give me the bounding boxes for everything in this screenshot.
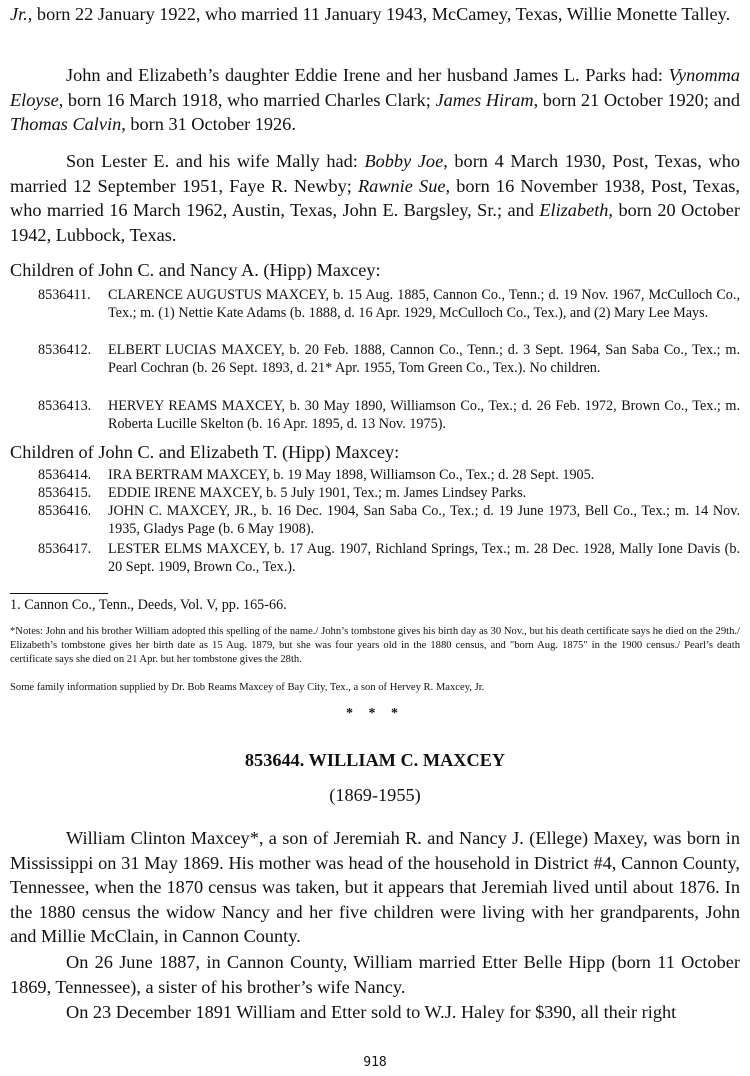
child-text: JOHN C. MAXCEY, JR., b. 16 Dec. 1904, San Saba Co., Tex.; d. 19 June 1973, Bell Co., Tex.; m. 14 Nov. 1935, Gladys Page (b. 6 May 1908). <box>108 503 740 537</box>
notes-paragraph: *Notes: John and his brother William adopted this spelling of the name./ John’s tombstone gives his birth day as 30 Nov., but his death certificate says he died on the 29th./ Elizabeth’s tombstone gives her birth date as 15 Aug. 1879, but she was four years old in the 1880 census, and "born Aug. 1875" in the 1900 census./ Pearl’s death certificate says she died on 21 Apr. but her tombstone gives the 28th. <box>10 626 740 666</box>
children-heading-elizabeth: Children of John C. and Elizabeth T. (Hipp) Maxcey: <box>10 442 400 462</box>
italic-name: Rawnie Sue <box>358 175 446 196</box>
paragraph-text: Son Lester E. and his wife Mally had: <box>66 151 365 171</box>
section-separator: * * * <box>346 706 404 721</box>
section-dates: (1869-1955) <box>329 785 421 805</box>
child-number: 8536411. <box>38 287 91 303</box>
paragraph-parks-children <box>10 63 740 137</box>
info-line: Some family information supplied by Dr. Bob Reams Maxcey of Bay City, Tex., a son of Hervey R. Maxcey, Jr. <box>10 682 485 693</box>
child-entry <box>38 466 740 484</box>
paragraph-william-sale: On 23 December 1891 William and Etter sold to W.J. Haley for $390, all their right <box>66 1002 677 1022</box>
page-number: 918 <box>363 1055 387 1070</box>
paragraph-text: , born 4 March 1930, Post, Texas, who married 12 September 1951, Faye R. Newby; <box>10 151 740 196</box>
paragraph-text: , born 31 October 1926. <box>121 114 296 135</box>
paragraph-text: , born 21 October 1920; and <box>533 89 740 110</box>
italic-name: James Hiram <box>435 89 534 110</box>
italic-name: Jr. <box>10 4 28 24</box>
child-number: 8536413. <box>38 398 92 414</box>
child-text: IRA BERTRAM MAXCEY, b. 19 May 1898, Williamson Co., Tex.; d. 28 Sept. 1905. <box>108 467 595 483</box>
child-number: 8536414. <box>38 467 92 483</box>
child-text: CLARENCE AUGUSTUS MAXCEY, b. 15 Aug. 1885, Cannon Co., Tenn.; d. 19 Nov. 1967, McCulloch Co., Tex.; m. (1) Nettie Kate Adams (b. 1888, d. 16 Apr. 1929, McCulloch Co., Tex.), and (2) Mary Lee Mays. <box>108 287 740 321</box>
paragraph-william-intro: William Clinton Maxcey*, a son of Jeremiah R. and Nancy J. (Ellege) Maxey, was born in Mississippi on 31 May 1869. His mother was head of the household in District #4, Cannon County, Tennessee, when the 1870 census was taken, but it appears that Jeremiah lived until about 1876. In the 1880 census the widow Nancy and her five children were living with her grandparents, John and Millie McClain, in Cannon County. <box>10 828 740 947</box>
italic-name: Vynomma Eloyse <box>10 65 740 110</box>
paragraph-text: John and Elizabeth’s daughter Eddie Irene and her husband James L. Parks had: <box>66 65 669 85</box>
child-text: EDDIE IRENE MAXCEY, b. 5 July 1901, Tex.; m. James Lindsey Parks. <box>108 485 527 501</box>
child-entry <box>38 286 740 322</box>
footnote: 1. Cannon Co., Tenn., Deeds, Vol. V, pp. 165-66. <box>10 597 287 613</box>
paragraph-lester-children <box>10 149 740 247</box>
paragraph-william-marriage: On 26 June 1887, in Cannon County, William married Etter Belle Hipp (born 11 October 1869, Tennessee), a sister of his brother’s wife Nancy. <box>10 952 740 997</box>
child-number: 8536417. <box>38 541 92 557</box>
paragraph-continued <box>10 2 740 27</box>
child-number: 8536415. <box>38 485 92 501</box>
paragraph-text: , born 22 January 1922, who married 11 January 1943, McCamey, Texas, Willie Monette Talley. <box>27 4 731 24</box>
section-heading: 853644. WILLIAM C. MAXCEY <box>244 750 506 770</box>
child-entry <box>38 484 740 502</box>
child-entry <box>38 502 740 538</box>
child-number: 8536416. <box>38 503 92 519</box>
paragraph-text: , born 16 March 1918, who married Charles Clark; <box>58 89 436 110</box>
footnote-rule <box>10 593 108 594</box>
paragraph-text: , born 16 November 1938, Post, Texas, who married 16 March 1962, Austin, Texas, John E. Bargsley, Sr.; and <box>10 175 740 221</box>
child-text: ELBERT LUCIAS MAXCEY, b. 20 Feb. 1888, Cannon Co., Tenn.; d. 3 Sept. 1964, San Saba Co., Tex.; m. Pearl Cochran (b. 26 Sept. 1893, d. 21* Apr. 1955, Tom Green Co., Tex.). No children. <box>108 342 740 376</box>
children-heading-nancy: Children of John C. and Nancy A. (Hipp) Maxcey: <box>10 260 381 280</box>
child-number: 8536412. <box>38 342 92 358</box>
paragraph-text: , born 20 October 1942, Lubbock, Texas. <box>10 200 741 245</box>
italic-name: Elizabeth <box>539 200 609 221</box>
italic-name: Thomas Calvin <box>10 114 122 135</box>
child-text: HERVEY REAMS MAXCEY, b. 30 May 1890, Williamson Co., Tex.; d. 26 Feb. 1972, Brown Co., Tex.; m. Roberta Lucille Skelton (b. 16 Apr. 1895, d. 13 Nov. 1975). <box>108 398 740 432</box>
child-entry <box>38 540 740 576</box>
child-text: LESTER ELMS MAXCEY, b. 17 Aug. 1907, Richland Springs, Tex.; m. 28 Dec. 1928, Mally Ione Davis (b. 20 Sept. 1909, Brown Co., Tex.). <box>108 541 740 575</box>
italic-name: Bobby Joe <box>364 151 444 171</box>
child-entry <box>38 341 740 377</box>
child-entry <box>38 397 740 433</box>
